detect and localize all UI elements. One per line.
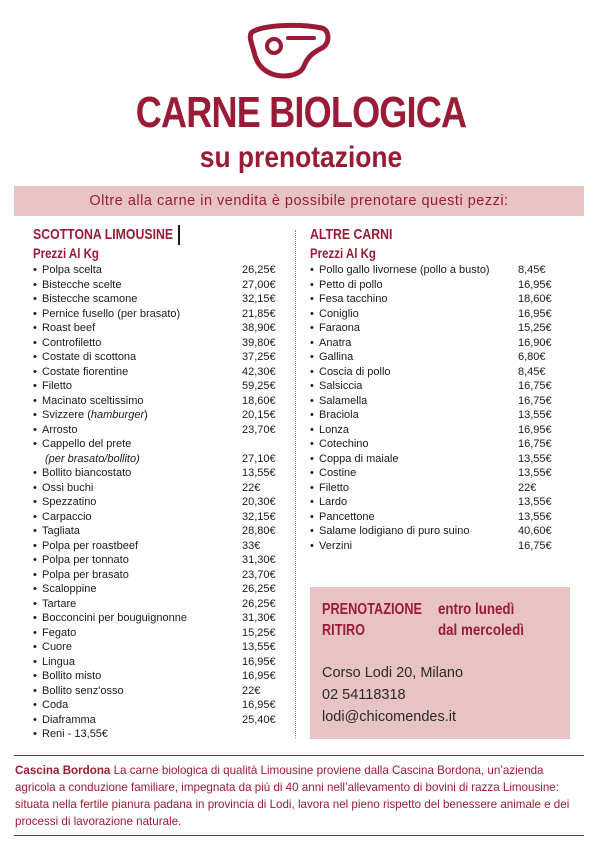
item-name: Ossi buchi [42,481,94,494]
item-name: Lonza [319,423,349,436]
item-price: 16,90€ [518,336,552,349]
bullet-icon: • [33,351,37,363]
item-price: 59,25€ [242,380,276,392]
item-price: 26,25€ [242,597,276,610]
item-price: 13,55€ [518,467,552,479]
list-item [310,365,560,380]
item-name: Costine [319,467,357,479]
item-name: Costate di scottona [42,351,137,363]
bullet-icon: • [33,365,37,378]
list-item [33,292,283,307]
item-name: Lingua [42,655,76,668]
item-price: 21,85€ [242,307,276,320]
list-item [310,408,560,423]
item-name: (per brasato/bollito) [45,452,140,465]
bullet-icon: • [33,684,37,697]
list-item [33,553,283,568]
item-name: Arrosto [42,423,78,436]
column-divider [295,230,296,738]
bullet-icon: • [310,496,314,508]
list-item [33,466,283,481]
bullet-icon: • [33,554,37,566]
item-price: 15,25€ [242,626,276,639]
bullet-icon: • [33,467,37,479]
bullet-icon: • [310,394,314,407]
list-item [310,379,560,394]
bullet-icon: • [310,525,314,537]
item-name: Polpa per brasato [42,568,129,581]
item-price: 16,75€ [518,394,552,407]
item-price: 16,95€ [518,307,552,320]
item-price: 16,75€ [518,539,552,552]
list-item [33,336,283,351]
item-name: Lardo [319,496,348,508]
item-name: Macinato sceltissimo [42,394,144,407]
item-name: Polpa scelta [42,264,102,276]
item-name: Fegato [42,626,77,639]
footer-farm-name: Cascina Bordona [15,764,111,777]
list-item [33,640,283,655]
item-price: 33€ [242,539,261,552]
page-title: CARNE BIOLOGICA [135,88,467,137]
item-name: Svizzere (hamburger) [42,409,148,421]
item-price: 38,90€ [242,322,276,334]
item-price: 23,70€ [242,568,276,581]
item-name: Cuore [42,641,72,653]
item-name: Filetto [42,380,72,392]
bullet-icon: • [310,365,314,378]
list-item [33,481,283,496]
bullet-icon: • [310,423,314,436]
list-item [310,452,560,467]
item-name: Reni - 13,55€ [42,728,109,740]
page-subtitle: su prenotazione [199,141,403,174]
item-price: 18,60€ [518,293,552,305]
list-item [310,336,560,351]
item-price: 22€ [518,481,537,494]
bullet-icon: • [33,293,37,305]
heading-rule [178,225,180,245]
item-name: Salamella [319,394,368,407]
list-item [310,466,560,481]
bullet-icon: • [310,336,314,349]
item-price: 32,15€ [242,510,276,523]
item-name: Pollo gallo livornese (pollo a busto) [319,264,490,276]
item-name: Polpa per tonnato [42,554,129,566]
bullet-icon: • [310,293,314,305]
item-price: 6,80€ [518,351,546,363]
bullet-icon: • [310,452,314,465]
item-price: 16,75€ [518,380,552,392]
item-price: 16,95€ [242,670,276,682]
list-item [310,510,560,525]
list-item [33,655,283,670]
list-item [33,263,283,278]
list-item [310,437,560,452]
item-price: 22€ [242,481,261,494]
list-item [33,278,283,293]
item-name: Bollito misto [42,670,102,682]
item-name: Tagliata [42,525,80,537]
list-item [33,437,283,452]
list-item [33,611,283,626]
list-item [310,423,560,438]
bullet-icon: • [33,322,37,334]
left-column-subheading: Prezzi Al Kg [33,246,99,261]
footer-text: La carne biologica di qualità Limousine proviene dalla Cascina Bordona, un’azienda agricola a conduzione familiare, impegnata da più di 40 anni nell’allevamento di bovini di razza Limousine: situata nella fertile pianura padana in provincia di Lodi, lavora nel pieno rispetto del benessere animale e dei processi di lavorazione naturale. [15,764,570,828]
scottona-price-list [33,263,283,742]
shop-phone: 02 54118318 [322,687,406,703]
bullet-icon: • [33,583,37,595]
bullet-icon: • [33,655,37,668]
item-name: Controfiletto [42,336,102,349]
list-item [310,292,560,307]
item-price: 16,95€ [518,278,552,291]
item-name: Filetto [319,481,349,494]
item-name: Bollito biancostato [42,467,132,479]
item-price: 25,40€ [242,713,276,726]
list-item [33,423,283,438]
item-price: 8,45€ [518,365,546,378]
bullet-icon: • [33,278,37,291]
item-price: 13,55€ [242,641,276,653]
item-price: 26,25€ [242,583,276,595]
item-price: 28,80€ [242,525,276,537]
item-price: 20,30€ [242,496,276,508]
item-price: 20,15€ [242,409,276,421]
list-item [33,582,283,597]
bullet-icon: • [33,597,37,610]
item-name: Coniglio [319,307,359,320]
item-price: 42,30€ [242,365,276,378]
list-item [33,597,283,612]
item-name: Pancettone [319,510,375,523]
bullet-icon: • [33,539,37,552]
item-price: 23,70€ [242,423,276,436]
item-price: 8,45€ [518,264,546,276]
item-price: 13,55€ [518,452,552,465]
item-name: Coscia di pollo [319,365,391,378]
booking-info-box [310,587,570,739]
right-column-heading: ALTRE CARNI [310,226,393,243]
item-price: 39,80€ [242,336,276,349]
item-name: Braciola [319,409,359,421]
list-item [33,524,283,539]
pickup-label: RITIRO [322,622,366,639]
bullet-icon: • [33,713,37,726]
item-name: Verzini [319,539,353,552]
item-price: 26,25€ [242,264,276,276]
item-name: Roast beef [42,322,96,334]
item-name: Bistecche scelte [42,278,122,291]
item-name: Salsiccia [319,380,363,392]
meat-steak-icon [244,22,332,82]
shop-address: Corso Lodi 20, Milano [322,665,464,681]
item-price: 40,60€ [518,525,552,537]
bullet-icon: • [33,699,37,711]
item-price: 31,30€ [242,554,276,566]
list-item [33,727,283,742]
list-item [33,495,283,510]
item-name: Diaframma [42,713,96,726]
bullet-icon: • [310,510,314,523]
item-name: Anatra [319,336,352,349]
item-price: 13,55€ [518,510,552,523]
item-name: Scaloppine [42,583,97,595]
item-name: Carpaccio [42,510,92,523]
bullet-icon: • [33,438,37,450]
list-item [310,539,560,554]
item-price: 13,55€ [518,409,552,421]
item-name: Bollito senz'osso [42,684,124,697]
list-item [33,350,283,365]
bullet-icon: • [310,467,314,479]
item-name: Gallina [319,351,354,363]
other-meats-price-list [310,263,560,553]
list-item [310,350,560,365]
bullet-icon: • [33,423,37,436]
list-item [310,481,560,496]
left-column-heading: SCOTTONA LIMOUSINE [33,226,174,243]
item-price: 18,60€ [242,394,276,407]
bullet-icon: • [310,438,314,450]
item-name: Coda [42,699,69,711]
bullet-icon: • [310,539,314,552]
list-item [33,539,283,554]
right-column-subheading: Prezzi Al Kg [310,246,376,261]
bullet-icon: • [33,525,37,537]
bullet-icon: • [310,278,314,291]
item-price: 31,30€ [242,612,276,624]
bullet-icon: • [33,496,37,508]
item-name: Salame lodigiano di puro suino [319,525,470,537]
intro-banner: Oltre alla carne in vendita è possibile prenotare questi pezzi: [14,186,584,216]
list-item [33,379,283,394]
list-item [33,626,283,641]
bullet-icon: • [33,728,37,740]
footer-divider-bottom [14,835,584,836]
item-price: 13,55€ [242,467,276,479]
bullet-icon: • [33,307,37,320]
booking-label: PRENOTAZIONE [322,601,423,618]
list-item [310,394,560,409]
list-item [310,307,560,322]
item-price: 16,95€ [242,699,276,711]
bullet-icon: • [33,510,37,523]
item-price: 16,95€ [242,655,276,668]
item-name: Cotechino [319,438,369,450]
item-name: Pernice fusello (per brasato) [42,307,181,320]
item-price: 22€ [242,684,261,697]
item-name: Bistecche scamone [42,293,138,305]
item-name: Coppa di maiale [319,452,399,465]
shop-email: lodi@chicomendes.it [322,709,457,725]
item-name: Costate fiorentine [42,365,129,378]
list-item [33,307,283,322]
bullet-icon: • [33,641,37,653]
footer-paragraph [15,762,587,830]
bullet-icon: • [310,481,314,494]
bullet-icon: • [310,380,314,392]
item-price: 15,25€ [518,322,552,334]
item-name: Petto di pollo [319,278,383,291]
bullet-icon: • [33,626,37,639]
bullet-icon: • [310,409,314,421]
bullet-icon: • [310,307,314,320]
bullet-icon: • [310,322,314,334]
item-name: Spezzatino [42,496,97,508]
item-price: 27,00€ [242,278,276,291]
list-item [310,524,560,539]
bullet-icon: • [310,351,314,363]
list-item [33,394,283,409]
booking-value: entro lunedì [438,601,515,618]
bullet-icon: • [33,481,37,494]
bullet-icon: • [33,409,37,421]
list-item [33,669,283,684]
list-item [310,495,560,510]
list-item [33,452,283,467]
item-name: Tartare [42,597,77,610]
list-item [310,263,560,278]
list-item [33,321,283,336]
list-item [33,684,283,699]
bullet-icon: • [310,264,314,276]
item-name: Cappello del prete [42,438,132,450]
item-price: 37,25€ [242,351,276,363]
pickup-value: dal mercoledì [438,622,524,639]
item-name: Fesa tacchino [319,293,388,305]
list-item [33,713,283,728]
item-price: 13,55€ [518,496,552,508]
bullet-icon: • [33,568,37,581]
item-price: 27,10€ [242,452,276,465]
bullet-icon: • [33,336,37,349]
list-item [310,321,560,336]
list-item [33,698,283,713]
list-item [33,408,283,423]
item-name: Faraona [319,322,360,334]
item-price: 16,95€ [518,423,552,436]
bullet-icon: • [33,394,37,407]
bullet-icon: • [33,264,37,276]
item-name: Bocconcini per bouguignonne [42,612,187,624]
item-price: 16,75€ [518,438,552,450]
item-price: 32,15€ [242,293,276,305]
bullet-icon: • [33,612,37,624]
footer-divider-top [14,755,584,756]
list-item [310,278,560,293]
list-item [33,568,283,583]
list-item [33,365,283,380]
bullet-icon: • [33,380,37,392]
bullet-icon: • [33,670,37,682]
item-name: Polpa per roastbeef [42,539,139,552]
list-item [33,510,283,525]
